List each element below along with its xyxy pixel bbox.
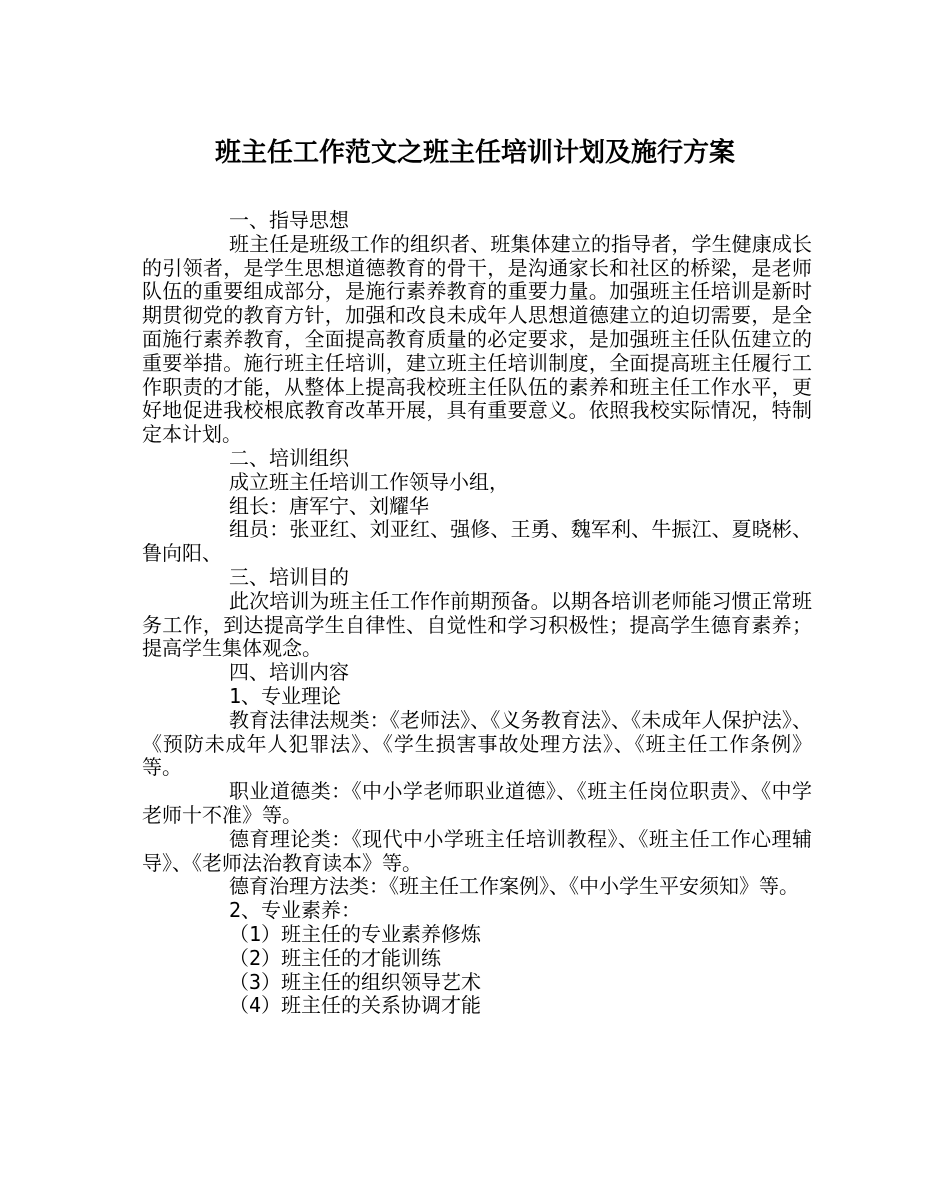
paragraph: 成立班主任培训工作领导小组，	[229, 469, 509, 494]
paragraph: 德育理论类：《现代中小学班主任培训教程》、《班主任工作心理辅导》、《老师法治教育读本》等。	[142, 826, 812, 875]
list-item: （3）班主任的组织领导艺术	[229, 969, 482, 994]
document-body	[142, 209, 812, 1018]
paragraph: 组员：张亚红、刘亚红、强修、王勇、魏军利、牛振江、夏晓彬、鲁向阳、	[142, 517, 812, 566]
paragraph: 教育法律法规类：《老师法》、《义务教育法》、《未成年人保护法》、《预防未成年人犯罪法》、《学生损害事故处理方法》、《班主任工作条例》等。	[142, 707, 812, 780]
paragraph: 德育治理方法类：《班主任工作案例》、《中小学生平安须知》等。	[229, 874, 799, 899]
list-item: （4）班主任的关系协调才能	[229, 993, 482, 1018]
section-heading: 四、培训内容	[229, 660, 349, 685]
subsection-heading: 1、专业理论	[229, 683, 342, 708]
section-heading: 二、培训组织	[229, 445, 349, 470]
subsection-heading: 2、专业素养：	[229, 898, 362, 923]
paragraph: 班主任是班级工作的组织者、班集体建立的指导者，学生健康成长的引领者，是学生思想道德教育的骨干，是沟通家长和社区的桥梁，是老师队伍的重要组成部分，是施行素养教育的重要力量。加强班主任培训是新时期贯彻党的教育方针，加强和改良未成年人思想道德建立的迫切需要，是全面施行素养教育，全面提高教育质量的必定要求，是加强班主任队伍建立的重要举措。施行班主任培训，建立班主任培训制度，全面提高班主任履行工作职责的才能，从整体上提高我校班主任队伍的素养和班主任工作水平，更好地促进我校根底教育改革开展，具有重要意义。依照我校实际情况，特制定本计划。	[142, 231, 812, 447]
list-item: （1）班主任的专业素养修炼	[229, 921, 482, 946]
section-heading: 三、培训目的	[229, 564, 349, 589]
paragraph: 组长：唐军宁、刘耀华	[229, 493, 429, 518]
paragraph: 职业道德类：《中小学老师职业道德》、《班主任岗位职责》、《中学老师十不准》等。	[142, 779, 812, 827]
document-title: 班主任工作范文之班主任培训计划及施行方案	[214, 138, 735, 168]
list-item: （2）班主任的才能训练	[229, 945, 442, 970]
paragraph: 此次培训为班主任工作作前期预备。以期各培训老师能习惯正常班务工作，到达提高学生自律性、自觉性和学习积极性；提高学生德育素养；提高学生集体观念。	[142, 588, 812, 661]
section-heading: 一、指导思想	[229, 208, 349, 232]
